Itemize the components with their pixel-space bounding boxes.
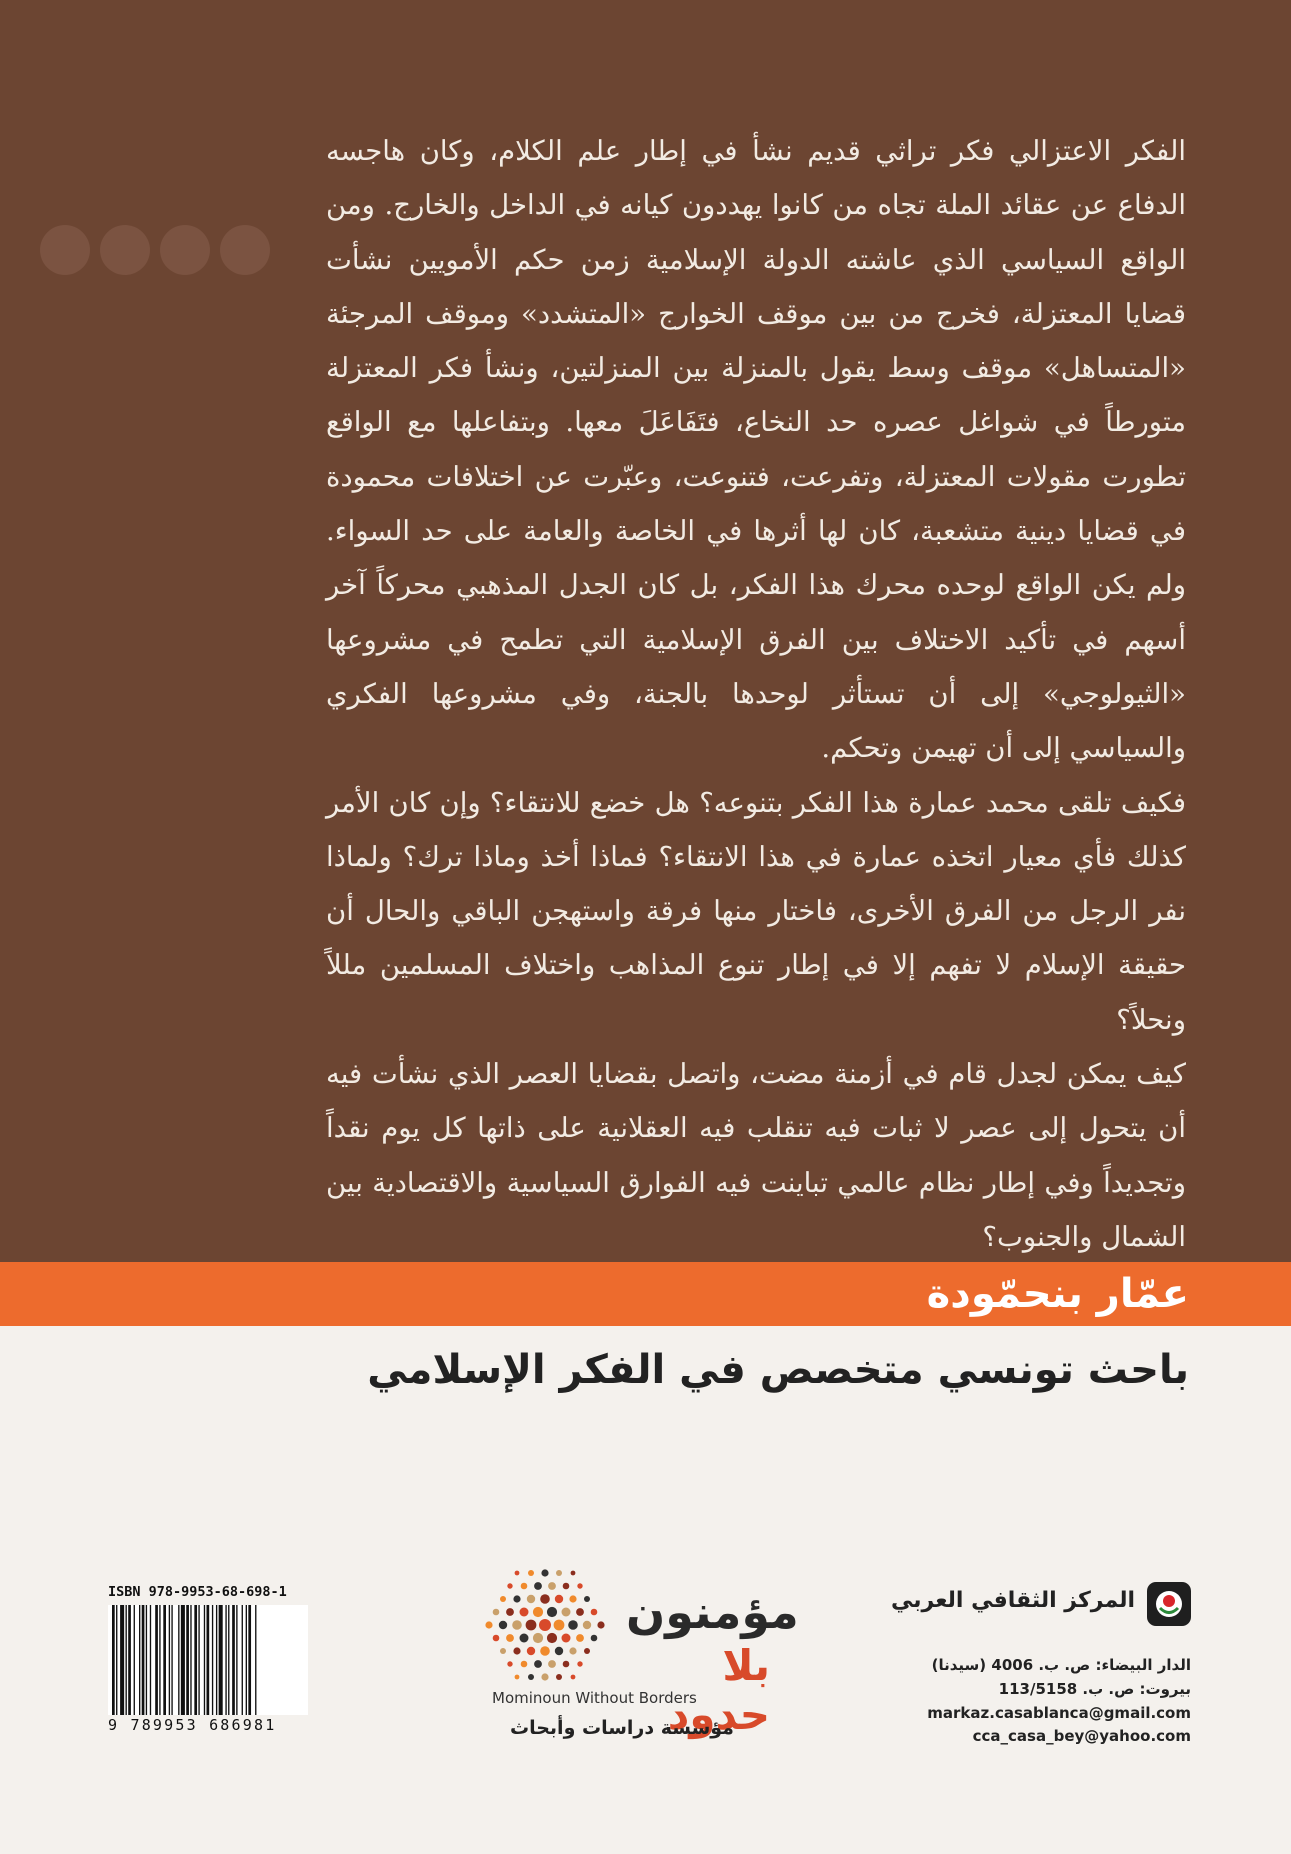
publisher-beirut: بيروت: ص. ب. 113/5158	[998, 1680, 1191, 1698]
publisher-casablanca: الدار البيضاء: ص. ب. 4006 (سيدنا)	[931, 1656, 1191, 1674]
mominoun-subtitle: مؤسسة دراسات وأبحاث	[510, 1717, 734, 1739]
mominoun-arabic-line2: بلا حدود	[667, 1641, 770, 1739]
dots-emblem-icon	[470, 1555, 620, 1695]
publisher-name: المركز الثقافي العربي	[891, 1588, 1135, 1613]
publisher-logo-icon	[1147, 1582, 1191, 1626]
isbn-label: ISBN 978-9953-68-698-1	[108, 1584, 287, 1600]
mominoun-logo	[470, 1555, 799, 1775]
mominoun-english: Mominoun Without Borders	[492, 1689, 697, 1707]
barcode-icon	[108, 1605, 308, 1715]
blurb-paragraph-2: فكيف تلقى محمد عمارة هذا الفكر بتنوعه؟ هل خضع للانتقاء؟ وإن كان الأمر كذلك فأي معيار اتخذه عمارة في هذا الانتقاء؟ فماذا أخذ وماذا ترك؟ ولماذا نفر الرجل من الفرق الأخرى، فاختار منها فرقة واستهجن الباقي والحال أن حقيقة الإسلام لا تفهم إلا في إطار تنوع المذاهب واختلاف المسلمين مللاً ونحلاً؟	[326, 786, 1186, 1036]
author-name: عمّار بنحمّودة	[926, 1271, 1189, 1317]
blurb-paragraph-3: كيف يمكن لجدل قام في أزمنة مضت، واتصل بقضايا العصر الذي نشأت فيه أن يتحول إلى عصر لا ثبات فيه تنقلب فيه العقلانية على ذاتها كل يوم نقداً وتجديداً وفي إطار نظام عالمي تباينت فيه الفوارق السياسية والاقتصادية بين الشمال والجنوب؟	[326, 1058, 1186, 1253]
publisher-email-2: cca_casa_bey@yahoo.com	[972, 1727, 1191, 1745]
mominoun-arabic-line1: مؤمنون	[626, 1585, 799, 1639]
author-bio: باحث تونسي متخصص في الفكر الإسلامي	[367, 1347, 1189, 1393]
barcode-digits: 9 789953 686981	[108, 1716, 277, 1734]
blurb-paragraph-1: الفكر الاعتزالي فكر تراثي قديم نشأ في إطار علم الكلام، وكان هاجسه الدفاع عن عقائد الملة تجاه من كانوا يهددون كيانه في الداخل والخارج. ومن الواقع السياسي الذي عاشته الدولة الإسلامية زمن حكم الأمويين نشأت قضايا المعتزلة، فخرج من بين موقف الخوارج «المتشدد» وموقف المرجئة «المتساهل» موقف وسط يقول بالمنزلة بين المنزلتين، ونشأ فكر المعتزلة متورطاً في شواغل عصره حد النخاع، فتَفَاعَلَ معها. وبتفاعلها مع الواقع تطورت مقولات المعتزلة، وتفرعت، فتنوعت، وعبّرت عن اختلافات محمودة في قضايا دينية متشعبة، كان لها أثرها في الخاصة والعامة على حد السواء. ولم يكن الواقع لوحده محرك هذا الفكر، بل كان الجدل المذهبي محركاً آخر أسهم في تأكيد الاختلاف بين الفرق الإسلامية التي تطمح في مشروعها «الثيولوجي» إلى أن تستأثر لوحدها بالجنة، وفي مشروعها الفكري والسياسي إلى أن تهيمن وتحكم.	[326, 135, 1186, 765]
blurb-text	[326, 124, 1186, 1264]
publisher-email-1: markaz.casablanca@gmail.com	[927, 1704, 1191, 1722]
